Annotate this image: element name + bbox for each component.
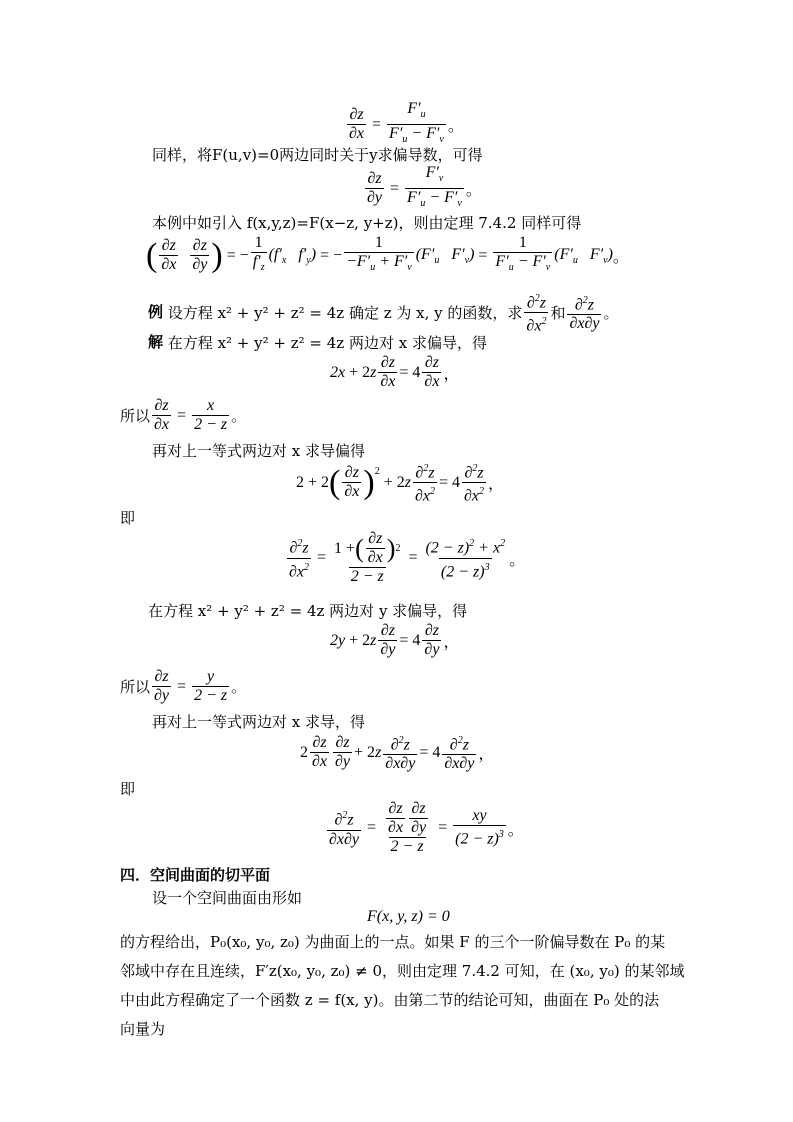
equation-second-x: 2 + 2 ( $\frac{\partial z}{\partial x}$ ) $^2$ + 2 z $\frac{\partial^2z}{\partial x^2}$ = 4 $\frac{\partial^2z}{\partial x^2}$ ，	[296, 463, 505, 505]
text-line-similarly: 同样，将F(u,v)=0两边同时关于y求偏导数，可得	[152, 146, 483, 164]
solution-text: 在方程 x² + y² + z² = 4z 两边对 x 求偏导，得	[167, 334, 487, 352]
paragraph-line-4: 向量为	[120, 1020, 166, 1038]
equation-d2zdxdy: $\frac{\partial^2z}{\partial x\partial y}$ = $\frac{\partial z}{\partial x}$ $\frac{\partial z}{\partial y}$ 2 − z = $\frac{xy}{(2 - z)^3}$ 。	[329, 800, 524, 855]
equation-mixed: 2 $\frac{\partial z}{\partial x}$ $\frac{\partial z}{\partial y}$ + 2 z $\frac{\partial^2z}{\partial x\partial y}$ = 4 $\frac{\partial^2z}{\partial x\partial y}$ ，	[300, 734, 495, 773]
text-again-x: 再对上一等式两边对 x 求导偏得	[152, 442, 365, 460]
example-and: 和	[550, 303, 566, 322]
equation-gradient-row: ( $\frac{\partial z}{\partial x}$ $\frac{\partial z}{\partial y}$ ) = − $\frac{1}{f'_z}$ ($f'_x$ $f'_y$) = − $\frac{1}{-F'_u + F'_v}$ ($F'_u$ $F'_v$) = $\frac{1}{F'_u - F'_v}$ ($F'_u$ $F'_v$) 。	[146, 234, 629, 277]
text-partial-y: 在方程 x² + y² + z² = 4z 两边对 y 求偏导，得	[148, 602, 468, 620]
text-line-introduce-f: 本例中如引入 f(x,y,z)=F(x−z, y+z)，则由定理 7.4.2 同样可得	[152, 214, 582, 232]
equation-dzdy-fv: $\frac{\partial z}{\partial y}$ = $\frac{F'_v}{F'_u - F'_v}$ 。	[363, 164, 482, 213]
solution-statement	[148, 333, 487, 353]
example-statement: 例 设方程 x² + y² + z² = 4z 确定 z 为 x, y 的函数，求 $\frac{\partial^2z}{\partial x^2}$ 和 $\frac{\partial^2z}{\partial x\partial y}$ 。	[148, 293, 619, 335]
example-text: 设方程 x² + y² + z² = 4z 确定 z 为 x, y 的函数，求	[167, 303, 523, 322]
equation-partial-x: 2x + 2 z $\frac{\partial z}{\partial x}$ = 4 $\frac{\partial z}{\partial x}$ ，	[330, 354, 460, 390]
text-ji-2: 即	[120, 780, 136, 798]
text-ji-1: 即	[120, 509, 136, 527]
paragraph-line-1: 的方程给出，P₀(x₀, y₀, z₀) 为曲面上的一点。如果 F 的三个一阶偏导数在 P₀ 的某	[120, 933, 666, 951]
paragraph-line-3: 中由此方程确定了一个函数 z = f(x, y)。由第二节的结论可知，曲面在 P₀ 处的法	[120, 991, 660, 1009]
example-label: 例	[148, 303, 164, 321]
paragraph-line-2: 邻域中存在且连续，F′z(x₀, y₀, z₀) ≠ 0，则由定理 7.4.2 可知，在 (x₀, y₀) 的某邻域	[120, 962, 685, 980]
equation-d2zdx2: $\frac{\partial^2z}{\partial x^2}$ = 1 + ( $\frac{\partial z}{\partial x}$ ) 2 2 − z = $\frac{(2 - z)^2 + x^2}{(2 - z)^3}$ 。	[289, 530, 526, 585]
equation-surface: F(x, y, z) = 0	[367, 908, 450, 925]
equation-dzdx-fu: $\frac{\partial z}{\partial x}$ = $\frac{F'_u}{F'_u - F'_v}$ 。	[345, 100, 464, 149]
section-heading: 四．空间曲面的切平面	[120, 867, 271, 884]
equation-partial-y: 2y + 2 z $\frac{\partial z}{\partial y}$ = 4 $\frac{\partial z}{\partial y}$ ，	[330, 622, 460, 658]
result-dzdy: 所以 $\frac{\partial z}{\partial y}$ = $\frac{y}{2 - z}$ 。	[120, 668, 247, 704]
text-suppose: 设一个空间曲面由形如	[152, 889, 303, 907]
text-again-x-2: 再对上一等式两边对 x 求导，得	[152, 713, 365, 731]
solution-label: 解	[148, 334, 164, 351]
result-dzdx: 所以 $\frac{\partial z}{\partial x}$ = $\frac{x}{2 - z}$ 。	[120, 397, 247, 433]
